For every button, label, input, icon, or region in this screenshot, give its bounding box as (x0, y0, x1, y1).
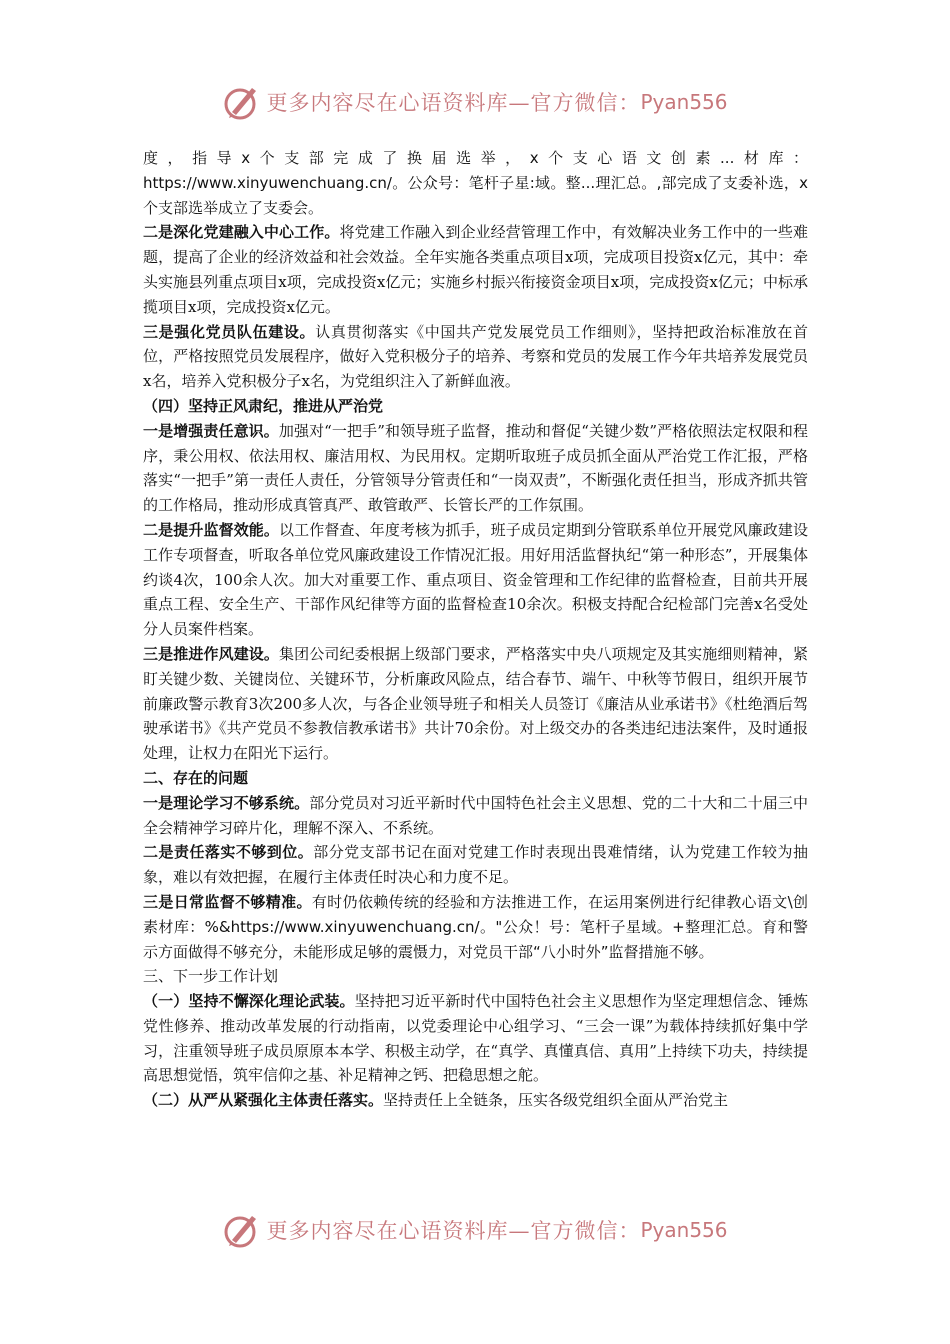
document-body (143, 146, 808, 1113)
paragraph-10 (143, 890, 808, 964)
paragraph-6 (143, 642, 808, 766)
paragraph-text: 部分党员对习近平新时代中国特色社会主义思想、党的二十大和二十届三中全会精神学习碎片化，理解不深入、不系统。 (143, 793, 808, 837)
section-heading-plan (143, 964, 808, 989)
paragraph-lead: （一）坚持不懈深化理论武装。 (143, 992, 355, 1011)
paragraph-5 (143, 518, 808, 642)
paragraph-lead: 二是责任落实不够到位。 (143, 843, 314, 862)
paragraph-1 (143, 220, 808, 319)
paragraph-lead: 三是日常监督不够精准。 (143, 892, 312, 911)
paragraph-text: 认真贯彻落实《中国共产党发展党员工作细则》，坚持把政治标准放在首位，严格按照党员发展程序，做好入党积极分子的培养、考察和党员的发展工作今年共培养发展党员x名，培养入党积极分子x名，为党组织注入了新鲜血液。 (143, 322, 808, 391)
section-heading-4 (143, 394, 808, 419)
header-banner (0, 80, 950, 124)
paragraph-lead: 二是提升监督效能。 (143, 520, 280, 539)
paragraph-text: 集团公司纪委根据上级部门要求，严格落实中央八项规定及其实施细则精神，紧盯关键少数、关键岗位、关键环节，分析廉政风险点，结合春节、端午、中秋等节假日，组织开展节前廉政警示教育3次200多人次，与各企业领导班子和相关人员签订《廉洁从业承诺书》《杜绝酒后驾驶承诺书》《共产党员不参教信教承诺书》共计70余份。对上级交办的各类违纪违法案件，及时通报处理，让权力在阳光下运行。 (143, 644, 808, 763)
paragraph-text: 坚持责任上全链条，压实各级党组织全面从严治党主 (383, 1091, 729, 1110)
paragraph-text: 有时仍依赖传统的经验和方法推进工作，在运用案例进行纪律教心语文\创素材库：%&https://www.xinyuwenchuang.cn/。"公众！号：笔杆子星域。+整理汇总。育和警示方面做得不够充分，未能形成足够的震慑力，对党员干部“八小时外”监督措施不够。 (143, 892, 808, 961)
paragraph-text: 部分党支部书记在面对党建工作时表现出畏难情绪，认为党建工作较为抽象，难以有效把握，在履行主体责任时决心和力度不足。 (143, 843, 808, 887)
paragraph-8 (143, 791, 808, 841)
banner-text: 更多内容尽在心语资料库—官方微信： (266, 1219, 641, 1243)
paragraph-lead: 一是增强责任意识。 (143, 421, 279, 440)
paragraph-lead: 三是强化党员队伍建设。 (143, 322, 316, 341)
footer-banner (0, 1208, 950, 1252)
paragraph-text: 坚持把习近平新时代中国特色社会主义思想作为坚定理想信念、锤炼党性修养、推动改革发展的行动指南，以党委理论中心组学习、“三会一课”为载体持续抓好集中学习，注重领导班子成员原原本本学、积极主动学，在“真学、真懂真信、真用”上持续下功夫，持续提高思想觉悟，筑牢信仰之基、补足精神之钙、把稳思想之舵。 (143, 992, 808, 1085)
paragraph-lead: 二是深化党建融入中心工作。 (143, 223, 340, 242)
paragraph-text: 三、下一步工作计划 (143, 967, 279, 986)
paragraph-lead: 一是理论学习不够系统。 (143, 793, 310, 812)
paragraph-lead: 三是推进作风建设。 (143, 644, 280, 663)
pen-logo-icon (222, 82, 262, 122)
paragraph-text: 加强对“一把手”和领导班子监督，推动和督促“关键少数”严格依照法定权限和程序，秉公用权、依法用权、廉洁用权、为民用权。定期听取班子成员抓全面从严治党工作汇报，严格落实“一把手”第一责任人责任，分管领导分管责任和“一岗双责”，不断强化责任担当，形成齐抓共管的工作格局，推动形成真管真严、敢管敢严、长管长严的工作氛围。 (143, 421, 808, 515)
paragraph-2 (143, 320, 808, 394)
paragraph-9 (143, 840, 808, 890)
paragraph-lead: （二）从严从紧强化主体责任落实。 (143, 1091, 384, 1110)
paragraph-lead: 二、存在的问题 (143, 768, 249, 787)
paragraph-text: 度，指导x个支部完成了换届选举，x个支心语文创素...材库：https://www.xinyuwenchuang.cn/。公众号：笔杆子星:域。整...理汇总。,部完成了支委补选，x个支部选举成立了支委会。 (143, 149, 808, 217)
paragraph-text: 以工作督查、年度考核为抓手，班子成员定期到分管联系单位开展党风廉政建设工作专项督查，听取各单位党风廉政建设工作情况汇报。用好用活监督执纪“第一种形态”，开展集体约谈4次，100余人次。加大对重要工作、重点项目、资金管理和工作纪律的监督检查，目前共开展重点工程、安全生产、干部作风纪律等方面的监督检查10余次。积极支持配合纪检部门完善x名受处分人员案件档案。 (143, 520, 808, 639)
paragraph-0 (143, 146, 808, 220)
paragraph-13 (143, 1088, 808, 1113)
paragraph-4 (143, 419, 808, 518)
banner-text: 更多内容尽在心语资料库—官方微信： (266, 91, 641, 115)
pen-logo-icon (222, 1210, 262, 1250)
paragraph-text: 将党建工作融入到企业经营管理工作中，有效解决业务工作中的一些难题，提高了企业的经济效益和社会效益。全年实施各类重点项目x项，完成项目投资x亿元，其中：牵头实施县列重点项目x项，完成投资x亿元；实施乡村振兴衔接资金项目x项，完成投资x亿元；中标承揽项目x项，完成投资x亿元。 (143, 223, 808, 316)
paragraph-lead: （四）坚持正风肃纪，推进从严治党 (143, 396, 384, 415)
paragraph-12 (143, 989, 808, 1088)
banner-wechat-id: Pyan556 (640, 90, 728, 114)
section-heading-problems (143, 766, 808, 791)
banner-wechat-id: Pyan556 (640, 1218, 728, 1242)
